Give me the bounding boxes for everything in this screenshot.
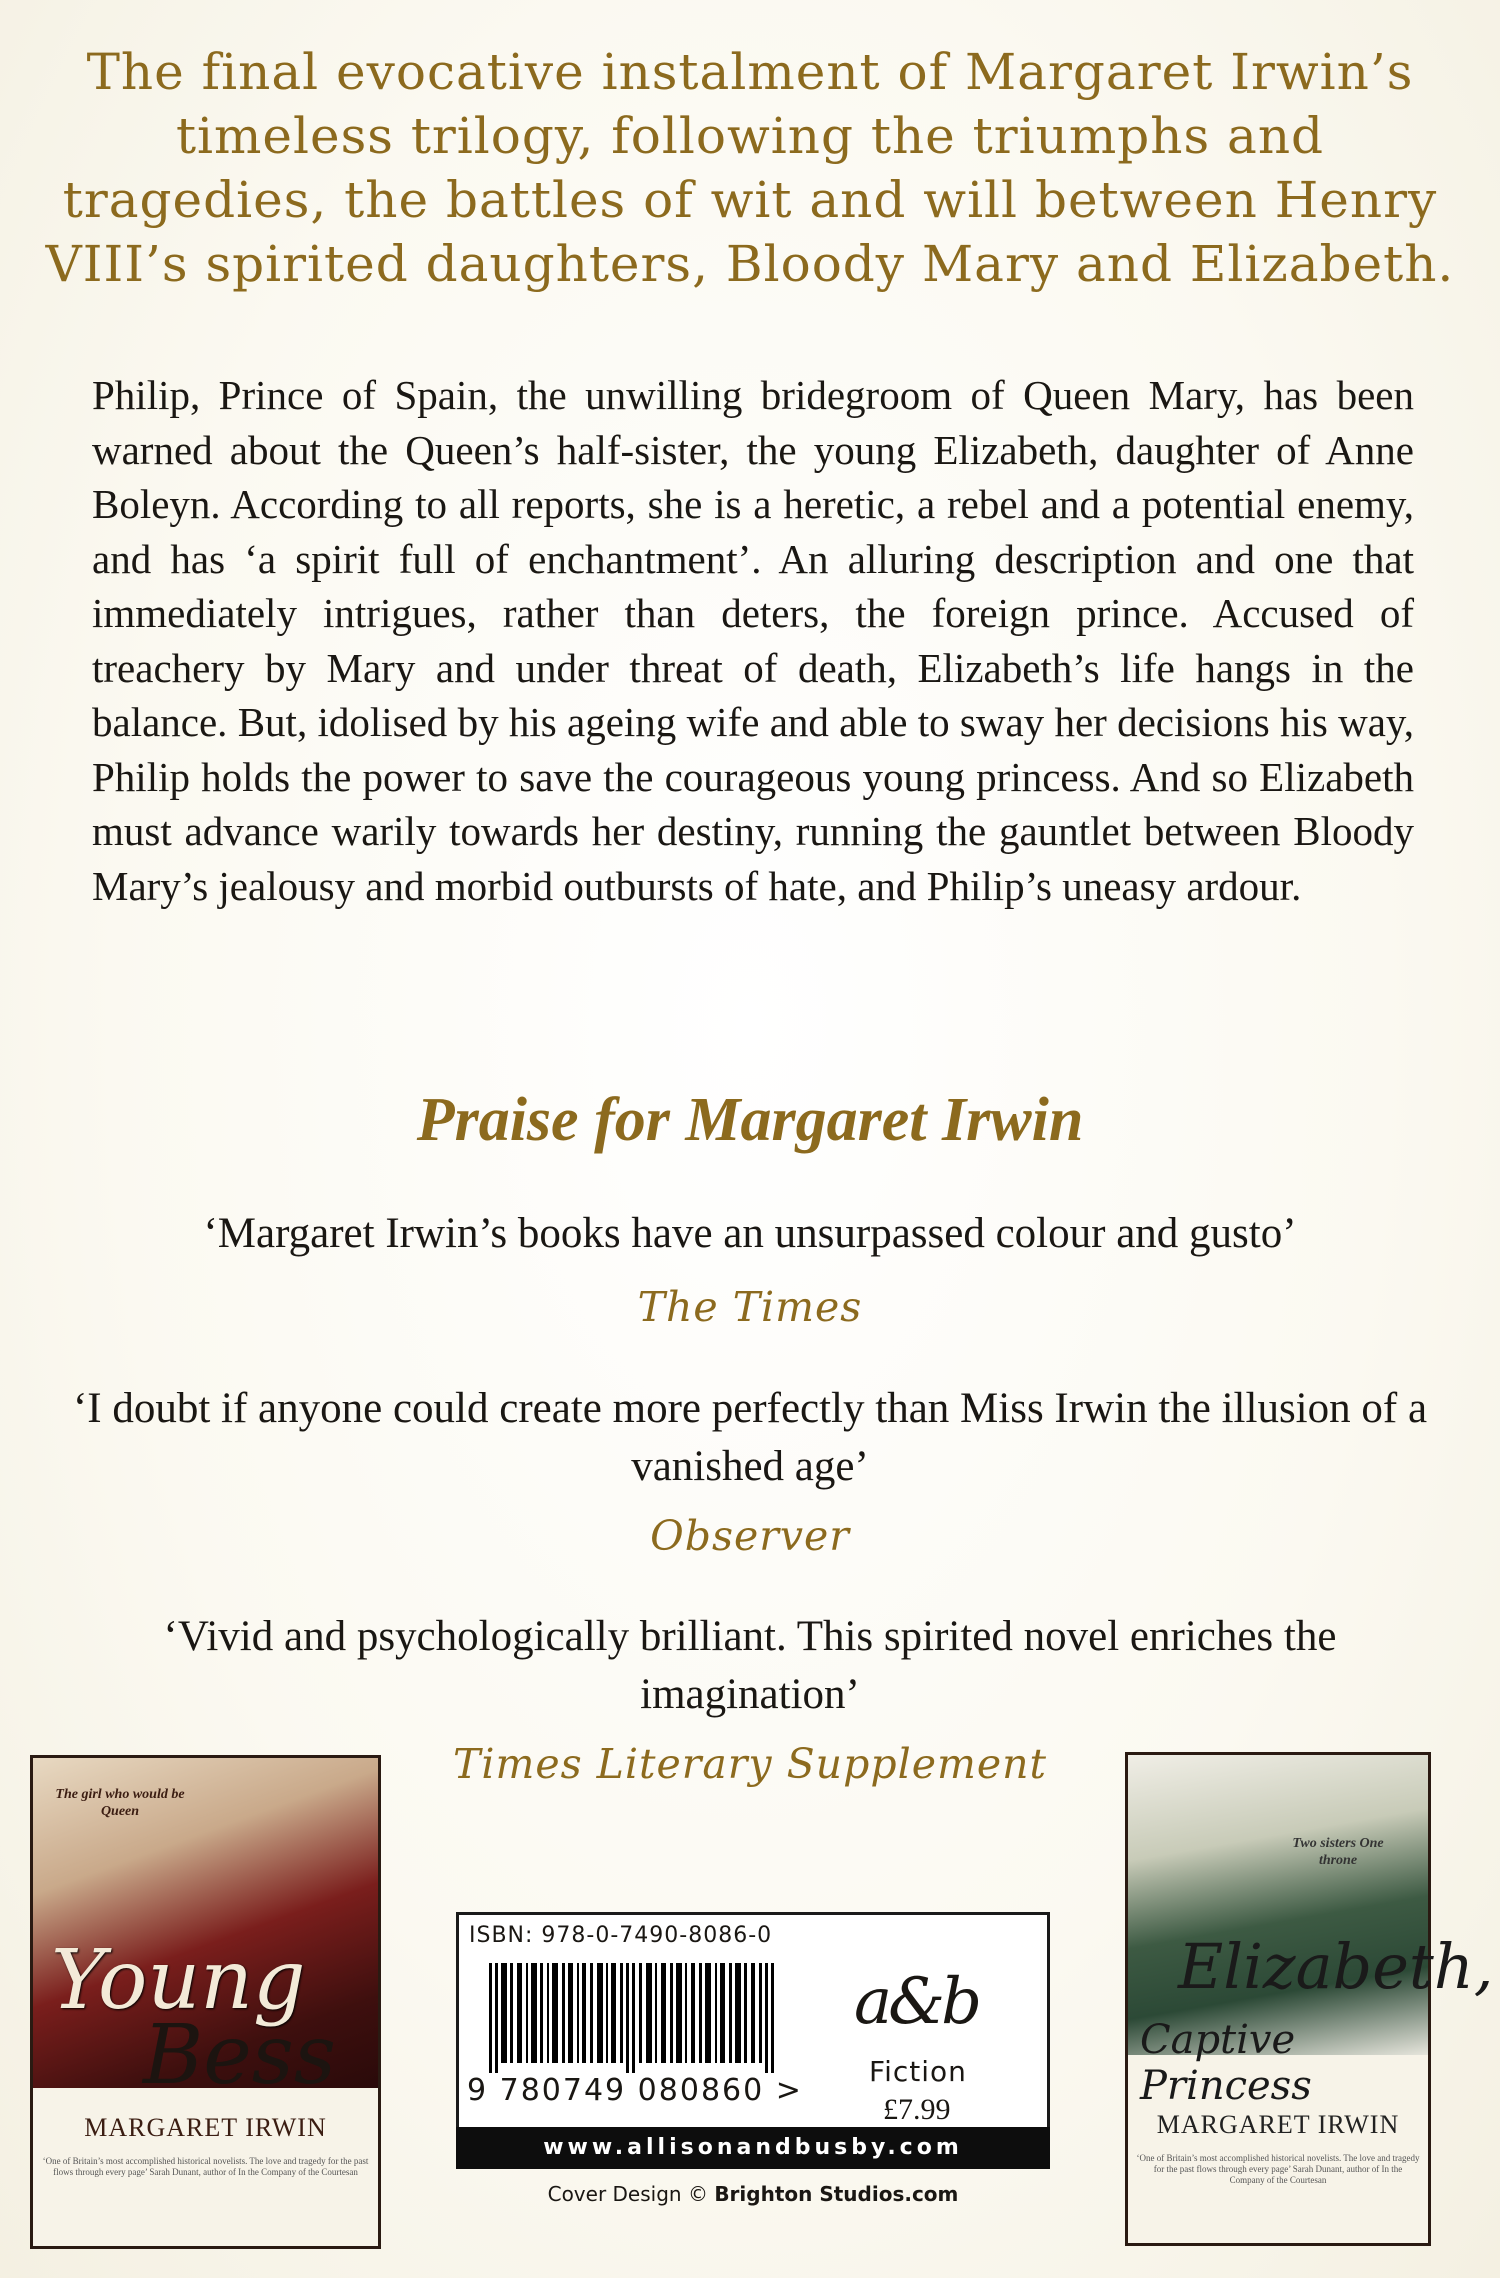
book-blurb: ‘One of Britain’s most accomplished historical novelists. The love and tragedy for the past flows through every page’ Sarah Dunant, author of In the Company of the Courtesan (42, 2156, 369, 2177)
cover-design-credit (456, 2182, 1050, 2206)
book-author: MARGARET IRWIN (84, 2113, 327, 2142)
quote-1: ‘Margaret Irwin’s books have an unsurpassed colour and gusto’ (203, 1210, 1297, 1257)
barcode-icon (489, 1963, 789, 2073)
quote-1-source: The Times (637, 1283, 863, 1331)
publisher-logo: a&b (854, 1965, 979, 2039)
book-blurb: ‘One of Britain’s most accomplished historical novelists. The love and tragedy for the past flows through every page’ Sarah Dunant, author of In the Company of the Courtesan (1136, 2153, 1420, 2185)
credit-prefix: Cover Design © (547, 2182, 715, 2206)
genre-label: Fiction (869, 2055, 967, 2088)
quote-2: ‘I doubt if anyone could create more perfectly than Miss Irwin the illusion of a vanished age’ (72, 1385, 1428, 1490)
book-thumbnail-young-bess (30, 1755, 381, 2249)
book-cover-art (1128, 1755, 1428, 2055)
publisher-website: www.allisonandbusby.com (456, 2127, 1050, 2169)
isbn-label: ISBN: 978-0-7490-8086-0 (469, 1923, 773, 1948)
quote-2-source: Observer (650, 1512, 850, 1560)
book-author: MARGARET IRWIN (1156, 2110, 1400, 2139)
book-title-line2: Captive Princess (1140, 2017, 1312, 2109)
book-tagline: The girl who would be Queen (55, 1787, 185, 1819)
praise-heading: Praise for Margaret Irwin (416, 1086, 1084, 1154)
quote-3-source: Times Literary Supplement (453, 1740, 1047, 1788)
book-thumbnail-elizabeth (1125, 1752, 1494, 2246)
book-title-line1: Elizabeth, (1178, 1930, 1494, 2003)
barcode-digits: 9 780749 080860 > (467, 2073, 803, 2108)
book-tagline: Two sisters One throne (1292, 1836, 1384, 1868)
blurb-text: Philip, Prince of Spain, the unwilling bridegroom of Queen Mary, has been warned about the Queen’s half-sister, the young Elizabeth, daughter of Anne Boleyn. According to all reports, she is a heretic, a rebel and a potential enemy, and has ‘a spirit full of enchantment’. An alluring description and one that immediately intrigues, rather than deters, the foreign prince. Accused of treachery by Mary and under threat of death, Elizabeth’s life hangs in the balance. But, idolised by his ageing wife and able to sway her decisions his way, Philip holds the power to save the courageous young princess. And so Elizabeth must advance warily towards her destiny, running the gauntlet between Bloody Mary’s jealousy and morbid outbursts of hate, and Philip’s uneasy ardour. (92, 372, 1414, 909)
credit-name: Brighton Studios.com (714, 2182, 959, 2206)
barcode-panel (456, 1912, 1050, 2130)
book-title-line1: Young (51, 1933, 306, 2028)
price-label: £7.99 (883, 2093, 951, 2126)
book-title-line2: Bess (143, 2008, 336, 2103)
intro-text: The final evocative instalment of Margaret Irwin’s timeless trilogy, following the triumphs and tragedies, the battles of wit and will between Henry VIII’s spirited daughters, Bloody Mary and Elizabeth. (45, 43, 1455, 293)
quote-3: ‘Vivid and psychologically brilliant. This spirited novel enriches the imagination’ (163, 1613, 1337, 1718)
